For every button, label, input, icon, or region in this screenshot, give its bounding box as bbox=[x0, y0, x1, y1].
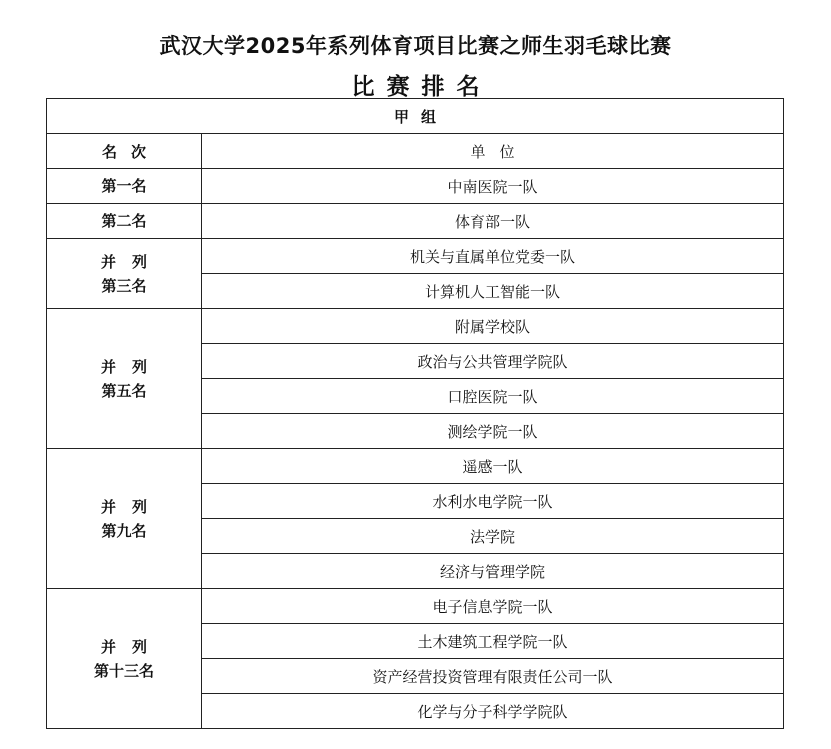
unit-cell: 法学院 bbox=[202, 519, 784, 554]
table-row bbox=[47, 239, 784, 274]
table-row bbox=[47, 449, 784, 484]
unit-cell: 附属学校队 bbox=[202, 309, 784, 344]
header-row bbox=[47, 134, 784, 169]
unit-cell: 资产经营投资管理有限责任公司一队 bbox=[202, 659, 784, 694]
rank-cell bbox=[47, 169, 202, 204]
rank-cell bbox=[47, 309, 202, 449]
ranking-table bbox=[46, 98, 784, 729]
rank-label: 第九名 bbox=[101, 521, 147, 540]
rank-cell bbox=[47, 589, 202, 729]
table-row bbox=[47, 309, 784, 344]
unit-cell: 水利水电学院一队 bbox=[202, 484, 784, 519]
unit-cell: 机关与直属单位党委一队 bbox=[202, 239, 784, 274]
rank-label: 第十三名 bbox=[93, 661, 154, 680]
unit-cell: 口腔医院一队 bbox=[202, 379, 784, 414]
rank-cell bbox=[47, 204, 202, 239]
unit-cell: 电子信息学院一队 bbox=[202, 589, 784, 624]
group-row bbox=[47, 99, 784, 134]
document-title: 武汉大学2025年系列体育项目比赛之师生羽毛球比赛 bbox=[159, 34, 672, 58]
document-subtitle: 比赛排名 bbox=[351, 74, 492, 100]
rank-label: 第五名 bbox=[101, 381, 147, 400]
rank-label: 第三名 bbox=[101, 276, 147, 295]
unit-cell: 经济与管理学院 bbox=[202, 554, 784, 589]
unit-column-header: 单位 bbox=[202, 134, 784, 169]
unit-cell: 中南医院一队 bbox=[202, 169, 784, 204]
unit-cell: 政治与公共管理学院队 bbox=[202, 344, 784, 379]
tie-label: 并列 bbox=[100, 357, 163, 376]
tie-label: 并列 bbox=[100, 497, 163, 516]
unit-cell: 体育部一队 bbox=[202, 204, 784, 239]
rank-label: 第二名 bbox=[101, 212, 147, 230]
rank-cell bbox=[47, 449, 202, 589]
unit-cell: 测绘学院一队 bbox=[202, 414, 784, 449]
unit-cell: 土木建筑工程学院一队 bbox=[202, 624, 784, 659]
table-row bbox=[47, 169, 784, 204]
rank-cell bbox=[47, 239, 202, 309]
unit-cell: 化学与分子科学学院队 bbox=[202, 694, 784, 729]
table-row bbox=[47, 204, 784, 239]
rank-label: 第一名 bbox=[101, 177, 147, 195]
tie-label: 并列 bbox=[100, 637, 163, 656]
rank-column-header: 名次 bbox=[47, 134, 202, 169]
unit-cell: 遥感一队 bbox=[202, 449, 784, 484]
group-label: 甲组 bbox=[47, 99, 784, 134]
table-row bbox=[47, 589, 784, 624]
unit-cell: 计算机人工智能一队 bbox=[202, 274, 784, 309]
tie-label: 并列 bbox=[100, 252, 163, 271]
